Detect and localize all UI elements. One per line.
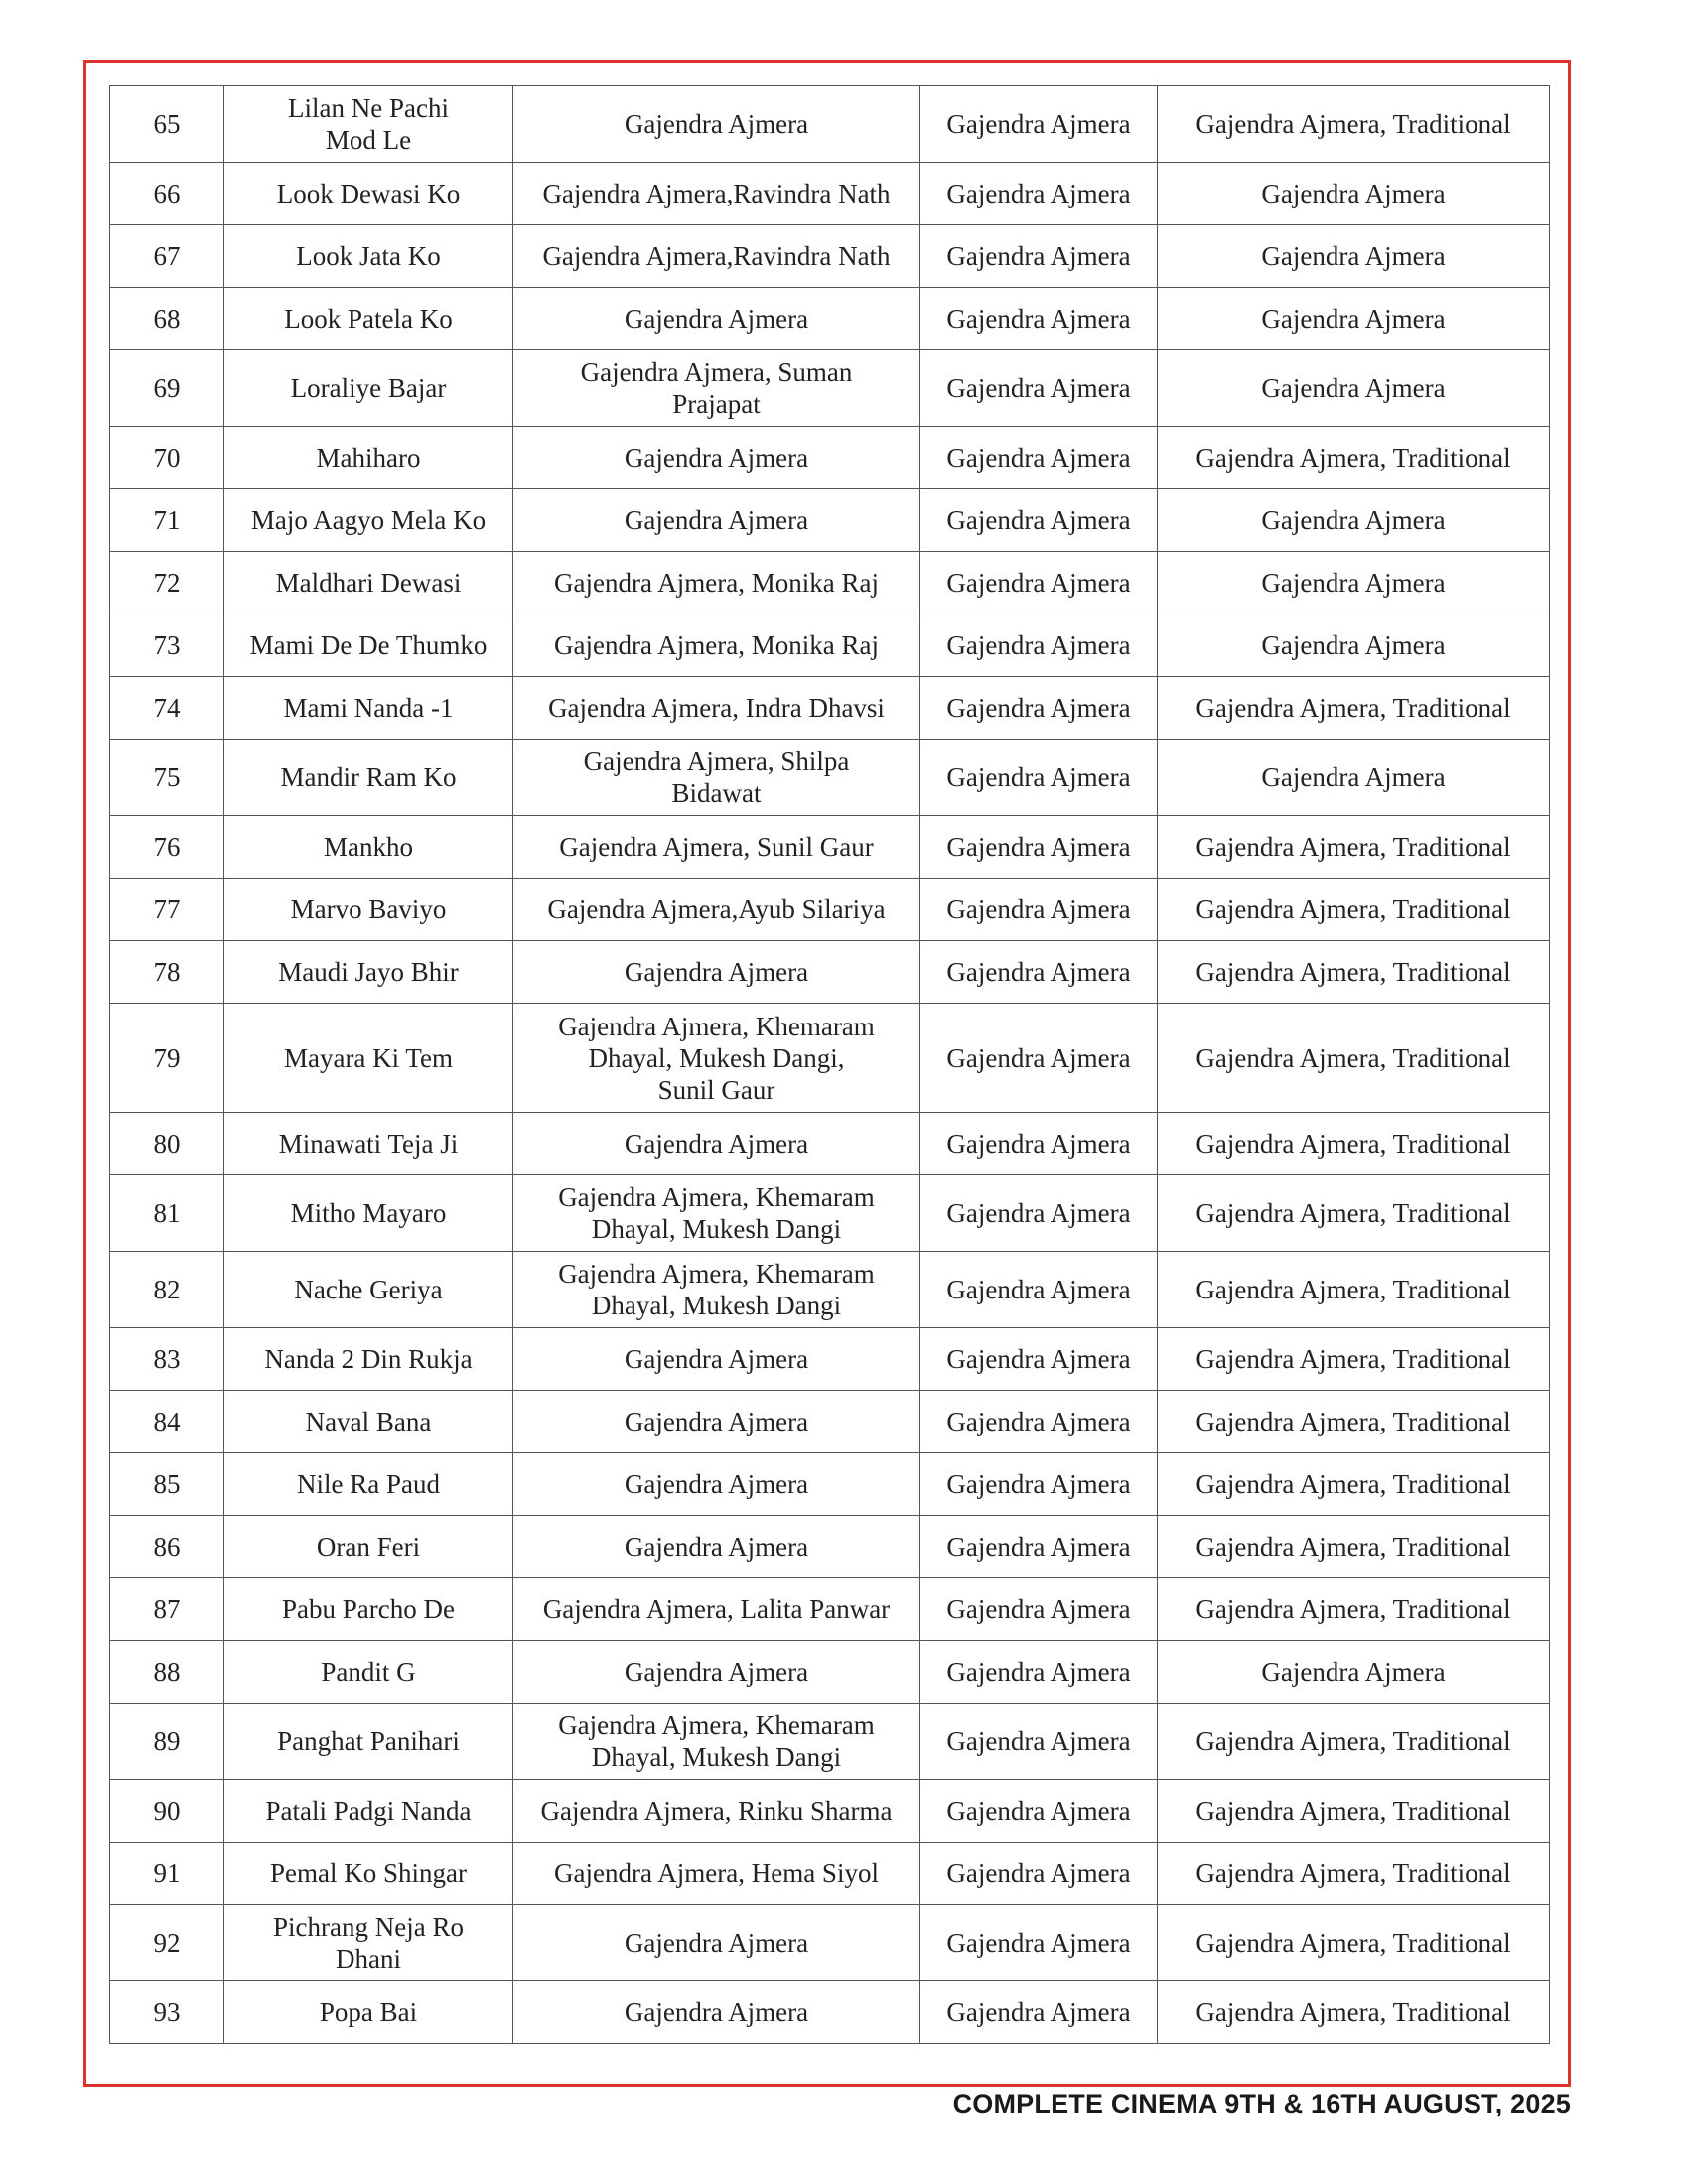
song-title: Popa Bai	[224, 1981, 513, 2044]
table-row	[110, 1905, 1550, 1981]
singer-credit: Gajendra Ajmera,Ravindra Nath	[513, 225, 920, 288]
table-row	[110, 1328, 1550, 1391]
singer-credit: Gajendra Ajmera, Lalita Panwar	[513, 1578, 920, 1641]
singer-credit: Gajendra Ajmera,Ravindra Nath	[513, 163, 920, 225]
song-number: 77	[110, 879, 224, 941]
song-number: 69	[110, 350, 224, 427]
singer-credit: Gajendra Ajmera	[513, 941, 920, 1004]
table-row	[110, 1704, 1550, 1780]
song-number: 92	[110, 1905, 224, 1981]
music-credit: Gajendra Ajmera	[920, 163, 1158, 225]
lyrics-credit: Gajendra Ajmera, Traditional	[1158, 1004, 1550, 1113]
lyrics-credit: Gajendra Ajmera, Traditional	[1158, 1905, 1550, 1981]
song-title: Pichrang Neja Ro Dhani	[224, 1905, 513, 1981]
song-number: 80	[110, 1113, 224, 1175]
singer-credit: Gajendra Ajmera, Khemaram Dhayal, Mukesh Dangi	[513, 1252, 920, 1328]
singer-credit: Gajendra Ajmera	[513, 288, 920, 350]
music-credit: Gajendra Ajmera	[920, 1704, 1158, 1780]
singer-credit: Gajendra Ajmera, Hema Siyol	[513, 1843, 920, 1905]
singer-credit: Gajendra Ajmera, Suman Prajapat	[513, 350, 920, 427]
music-credit: Gajendra Ajmera	[920, 288, 1158, 350]
lyrics-credit: Gajendra Ajmera, Traditional	[1158, 677, 1550, 740]
singer-credit: Gajendra Ajmera, Khemaram Dhayal, Mukesh Dangi	[513, 1704, 920, 1780]
music-credit: Gajendra Ajmera	[920, 941, 1158, 1004]
song-title: Maldhari Dewasi	[224, 552, 513, 614]
music-credit: Gajendra Ajmera	[920, 1252, 1158, 1328]
lyrics-credit: Gajendra Ajmera	[1158, 614, 1550, 677]
song-title: Majo Aagyo Mela Ko	[224, 489, 513, 552]
song-title: Mami Nanda -1	[224, 677, 513, 740]
song-title: Mandir Ram Ko	[224, 740, 513, 816]
singer-credit: Gajendra Ajmera, Indra Dhavsi	[513, 677, 920, 740]
table-row	[110, 350, 1550, 427]
song-title: Lilan Ne Pachi Mod Le	[224, 86, 513, 163]
song-title: Maudi Jayo Bhir	[224, 941, 513, 1004]
singer-credit: Gajendra Ajmera, Khemaram Dhayal, Mukesh Dangi, Sunil Gaur	[513, 1004, 920, 1113]
lyrics-credit: Gajendra Ajmera, Traditional	[1158, 427, 1550, 489]
music-credit: Gajendra Ajmera	[920, 1453, 1158, 1516]
song-title: Nile Ra Paud	[224, 1453, 513, 1516]
song-title: Pemal Ko Shingar	[224, 1843, 513, 1905]
music-credit: Gajendra Ajmera	[920, 1516, 1158, 1578]
lyrics-credit: Gajendra Ajmera, Traditional	[1158, 1704, 1550, 1780]
table-row	[110, 552, 1550, 614]
song-number: 78	[110, 941, 224, 1004]
song-title: Nache Geriya	[224, 1252, 513, 1328]
table-row	[110, 816, 1550, 879]
song-number: 75	[110, 740, 224, 816]
lyrics-credit: Gajendra Ajmera, Traditional	[1158, 1453, 1550, 1516]
lyrics-credit: Gajendra Ajmera, Traditional	[1158, 1252, 1550, 1328]
song-number: 74	[110, 677, 224, 740]
singer-credit: Gajendra Ajmera	[513, 86, 920, 163]
lyrics-credit: Gajendra Ajmera, Traditional	[1158, 1780, 1550, 1843]
music-credit: Gajendra Ajmera	[920, 427, 1158, 489]
lyrics-credit: Gajendra Ajmera, Traditional	[1158, 941, 1550, 1004]
singer-credit: Gajendra Ajmera, Sunil Gaur	[513, 816, 920, 879]
song-number: 66	[110, 163, 224, 225]
table-row	[110, 427, 1550, 489]
music-credit: Gajendra Ajmera	[920, 1780, 1158, 1843]
table-row	[110, 1391, 1550, 1453]
song-credits-body	[110, 86, 1550, 2044]
table-row	[110, 1453, 1550, 1516]
lyrics-credit: Gajendra Ajmera, Traditional	[1158, 1516, 1550, 1578]
table-row	[110, 1113, 1550, 1175]
song-number: 65	[110, 86, 224, 163]
music-credit: Gajendra Ajmera	[920, 552, 1158, 614]
song-credits-table	[109, 85, 1550, 2044]
lyrics-credit: Gajendra Ajmera	[1158, 740, 1550, 816]
lyrics-credit: Gajendra Ajmera, Traditional	[1158, 879, 1550, 941]
table-row	[110, 1578, 1550, 1641]
singer-credit: Gajendra Ajmera, Monika Raj	[513, 552, 920, 614]
lyrics-credit: Gajendra Ajmera	[1158, 552, 1550, 614]
lyrics-credit: Gajendra Ajmera, Traditional	[1158, 1113, 1550, 1175]
singer-credit: Gajendra Ajmera,Ayub Silariya	[513, 879, 920, 941]
song-title: Pandit G	[224, 1641, 513, 1704]
singer-credit: Gajendra Ajmera	[513, 489, 920, 552]
music-credit: Gajendra Ajmera	[920, 1641, 1158, 1704]
table-row	[110, 163, 1550, 225]
singer-credit: Gajendra Ajmera, Shilpa Bidawat	[513, 740, 920, 816]
song-number: 91	[110, 1843, 224, 1905]
song-number: 67	[110, 225, 224, 288]
song-title: Look Dewasi Ko	[224, 163, 513, 225]
lyrics-credit: Gajendra Ajmera, Traditional	[1158, 1391, 1550, 1453]
table-row	[110, 225, 1550, 288]
lyrics-credit: Gajendra Ajmera	[1158, 163, 1550, 225]
song-title: Naval Bana	[224, 1391, 513, 1453]
table-row	[110, 1780, 1550, 1843]
singer-credit: Gajendra Ajmera	[513, 1453, 920, 1516]
music-credit: Gajendra Ajmera	[920, 816, 1158, 879]
singer-credit: Gajendra Ajmera	[513, 1113, 920, 1175]
song-number: 71	[110, 489, 224, 552]
table-row	[110, 1641, 1550, 1704]
song-number: 82	[110, 1252, 224, 1328]
song-number: 86	[110, 1516, 224, 1578]
music-credit: Gajendra Ajmera	[920, 1328, 1158, 1391]
lyrics-credit: Gajendra Ajmera	[1158, 350, 1550, 427]
song-number: 79	[110, 1004, 224, 1113]
song-title: Mankho	[224, 816, 513, 879]
lyrics-credit: Gajendra Ajmera, Traditional	[1158, 1981, 1550, 2044]
song-number: 88	[110, 1641, 224, 1704]
table-row	[110, 489, 1550, 552]
singer-credit: Gajendra Ajmera	[513, 1641, 920, 1704]
singer-credit: Gajendra Ajmera	[513, 1516, 920, 1578]
singer-credit: Gajendra Ajmera, Monika Raj	[513, 614, 920, 677]
song-number: 68	[110, 288, 224, 350]
lyrics-credit: Gajendra Ajmera	[1158, 489, 1550, 552]
song-number: 70	[110, 427, 224, 489]
song-number: 87	[110, 1578, 224, 1641]
music-credit: Gajendra Ajmera	[920, 225, 1158, 288]
song-title: Loraliye Bajar	[224, 350, 513, 427]
table-row	[110, 614, 1550, 677]
table-row	[110, 1004, 1550, 1113]
music-credit: Gajendra Ajmera	[920, 1391, 1158, 1453]
singer-credit: Gajendra Ajmera	[513, 1328, 920, 1391]
table-row	[110, 1175, 1550, 1252]
lyrics-credit: Gajendra Ajmera, Traditional	[1158, 816, 1550, 879]
song-number: 85	[110, 1453, 224, 1516]
song-number: 84	[110, 1391, 224, 1453]
song-title: Mayara Ki Tem	[224, 1004, 513, 1113]
singer-credit: Gajendra Ajmera	[513, 427, 920, 489]
song-title: Nanda 2 Din Rukja	[224, 1328, 513, 1391]
music-credit: Gajendra Ajmera	[920, 1004, 1158, 1113]
music-credit: Gajendra Ajmera	[920, 489, 1158, 552]
music-credit: Gajendra Ajmera	[920, 1578, 1158, 1641]
lyrics-credit: Gajendra Ajmera, Traditional	[1158, 86, 1550, 163]
table-row	[110, 288, 1550, 350]
music-credit: Gajendra Ajmera	[920, 350, 1158, 427]
song-number: 76	[110, 816, 224, 879]
singer-credit: Gajendra Ajmera	[513, 1981, 920, 2044]
lyrics-credit: Gajendra Ajmera	[1158, 225, 1550, 288]
song-title: Panghat Panihari	[224, 1704, 513, 1780]
music-credit: Gajendra Ajmera	[920, 1981, 1158, 2044]
music-credit: Gajendra Ajmera	[920, 740, 1158, 816]
singer-credit: Gajendra Ajmera, Khemaram Dhayal, Mukesh Dangi	[513, 1175, 920, 1252]
music-credit: Gajendra Ajmera	[920, 1843, 1158, 1905]
music-credit: Gajendra Ajmera	[920, 879, 1158, 941]
table-row	[110, 1252, 1550, 1328]
lyrics-credit: Gajendra Ajmera	[1158, 288, 1550, 350]
table-row	[110, 677, 1550, 740]
table-row	[110, 1516, 1550, 1578]
song-title: Mahiharo	[224, 427, 513, 489]
song-number: 72	[110, 552, 224, 614]
song-number: 89	[110, 1704, 224, 1780]
song-title: Mami De De Thumko	[224, 614, 513, 677]
lyrics-credit: Gajendra Ajmera, Traditional	[1158, 1175, 1550, 1252]
song-number: 90	[110, 1780, 224, 1843]
singer-credit: Gajendra Ajmera	[513, 1391, 920, 1453]
song-title: Marvo Baviyo	[224, 879, 513, 941]
music-credit: Gajendra Ajmera	[920, 1113, 1158, 1175]
song-number: 73	[110, 614, 224, 677]
singer-credit: Gajendra Ajmera	[513, 1905, 920, 1981]
song-number: 93	[110, 1981, 224, 2044]
music-credit: Gajendra Ajmera	[920, 1175, 1158, 1252]
table-row	[110, 1981, 1550, 2044]
table-row	[110, 1843, 1550, 1905]
table-row	[110, 740, 1550, 816]
table-row	[110, 879, 1550, 941]
song-number: 83	[110, 1328, 224, 1391]
music-credit: Gajendra Ajmera	[920, 677, 1158, 740]
song-title: Mitho Mayaro	[224, 1175, 513, 1252]
song-title: Pabu Parcho De	[224, 1578, 513, 1641]
song-title: Look Patela Ko	[224, 288, 513, 350]
music-credit: Gajendra Ajmera	[920, 1905, 1158, 1981]
song-number: 81	[110, 1175, 224, 1252]
song-title: Minawati Teja Ji	[224, 1113, 513, 1175]
song-title: Look Jata Ko	[224, 225, 513, 288]
music-credit: Gajendra Ajmera	[920, 614, 1158, 677]
publication-footer: COMPLETE CINEMA 9TH & 16TH AUGUST, 2025	[952, 2089, 1571, 2118]
music-credit: Gajendra Ajmera	[920, 86, 1158, 163]
singer-credit: Gajendra Ajmera, Rinku Sharma	[513, 1780, 920, 1843]
lyrics-credit: Gajendra Ajmera, Traditional	[1158, 1328, 1550, 1391]
lyrics-credit: Gajendra Ajmera, Traditional	[1158, 1843, 1550, 1905]
lyrics-credit: Gajendra Ajmera, Traditional	[1158, 1578, 1550, 1641]
song-title: Patali Padgi Nanda	[224, 1780, 513, 1843]
song-title: Oran Feri	[224, 1516, 513, 1578]
table-row	[110, 941, 1550, 1004]
lyrics-credit: Gajendra Ajmera	[1158, 1641, 1550, 1704]
table-row	[110, 86, 1550, 163]
